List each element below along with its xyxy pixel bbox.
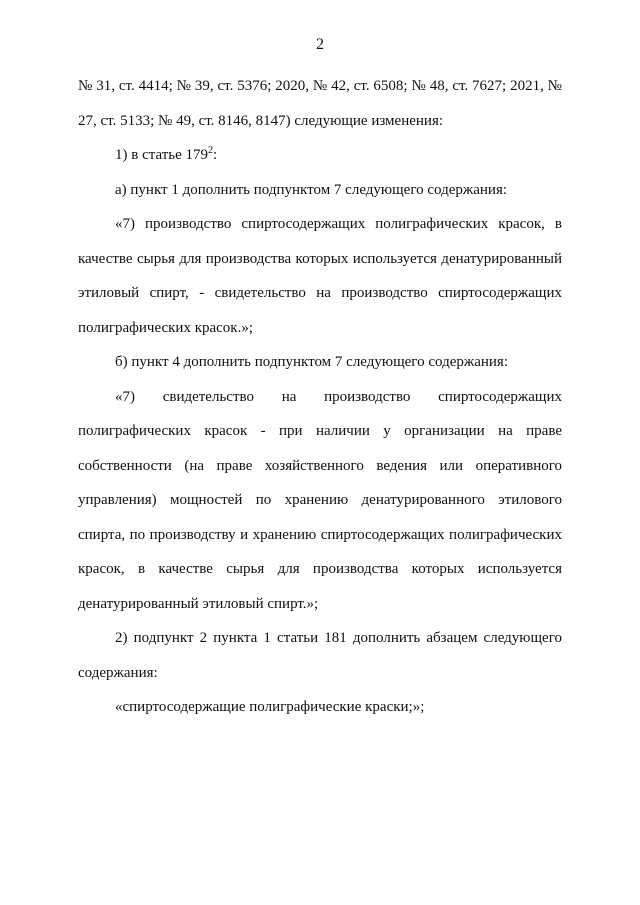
document-body (78, 69, 562, 725)
paragraph-article-181: 2) подпункт 2 пункта 1 статьи 181 дополнить абзацем следующего содержания: (78, 630, 562, 681)
paragraph-article-179 (78, 138, 562, 173)
article-179-suffix: : (213, 147, 218, 163)
paragraph-point-b: б) пункт 4 дополнить подпунктом 7 следующего содержания: (115, 354, 508, 370)
paragraph-continuation: № 31, ст. 4414; № 39, ст. 5376; 2020, № 42, ст. 6508; № 48, ст. 7627; 2021, № 27, ст. 5133; № 49, ст. 8146, 8147) следующие изменения: (78, 78, 562, 129)
article-179-prefix: 1) в статье 179 (115, 147, 209, 163)
article-179-superscript: 2 (208, 145, 214, 156)
paragraph-quote-7-certificate: «7) свидетельство на производство спиртосодержащих полиграфических красок - при наличии у организации на праве собственности (на праве хозяйственного ведения или оперативного управления) мощностей по хранению денатурированного этилового спирта, по производству и хранению спиртосодержащих полиграфических красок, в качестве сырья для производства которых используется денатурированный этиловый спирт.»; (78, 388, 562, 612)
page-number: 2 (316, 36, 324, 53)
paragraph-quote-inks: «спиртосодержащие полиграфические краски;»; (115, 699, 425, 715)
paragraph-point-a: а) пункт 1 дополнить подпунктом 7 следующего содержания: (115, 181, 508, 198)
paragraph-quote-7-production: «7) производство спиртосодержащих полиграфических красок, в качестве сырья для производства которых используется денатурированный этиловый спирт, - свидетельство на производство спиртосодержащих полиграфических красок.»; (78, 216, 562, 336)
